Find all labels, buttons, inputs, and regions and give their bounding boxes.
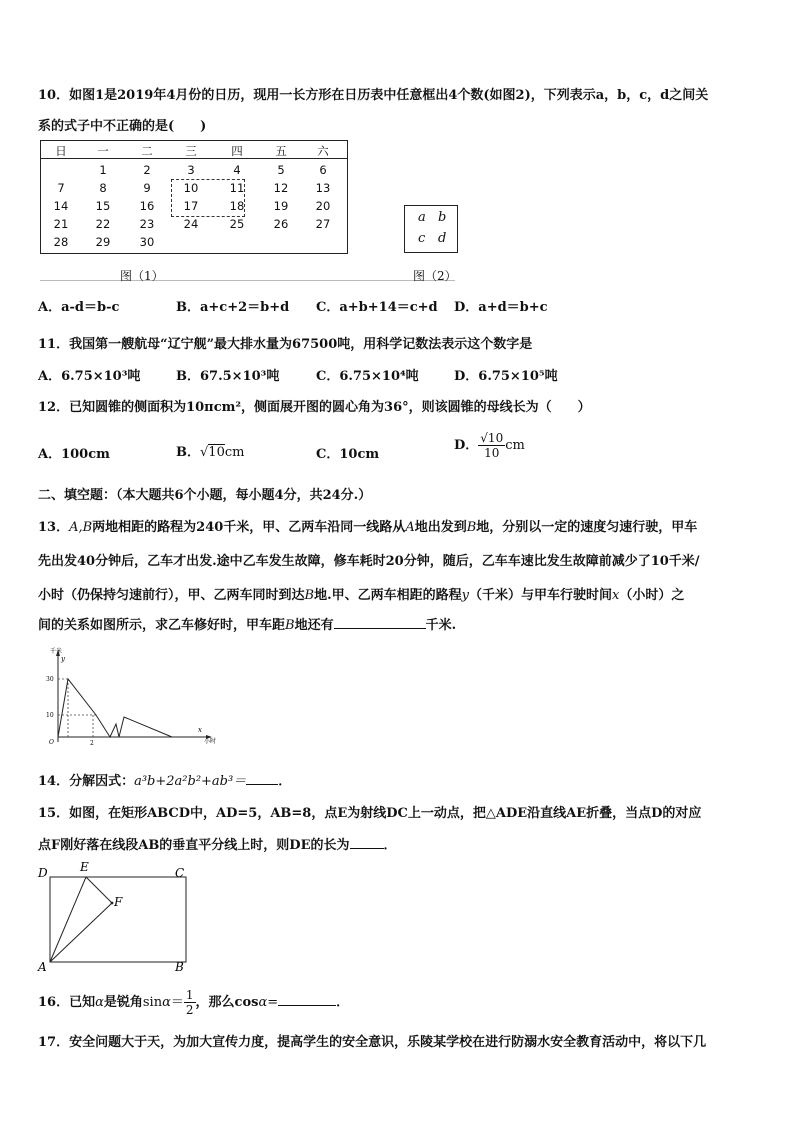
q13-l4c: 千米. xyxy=(425,618,457,633)
q16-eq: ＝ xyxy=(170,995,184,1010)
q13-l3a: 小时（仍保持匀速前行），甲、乙两车同时到达 xyxy=(38,588,305,603)
q15-line1: 15．如图，在矩形ABCD中，AD=5，AB=8，点E为射线DC上一动点，把△ADE沿直线AE折叠，当点D的对应 xyxy=(38,806,702,821)
q16-num: 1 xyxy=(185,988,194,1002)
q13-x-var: x xyxy=(198,726,202,734)
q13-y-unit: 千米 xyxy=(50,648,63,655)
q12-option-d-den: 10 xyxy=(484,446,500,460)
q14-post: ． xyxy=(278,774,292,789)
q15-label-d: D xyxy=(38,866,48,880)
q12-option-b-label: B． xyxy=(176,445,200,460)
calendar-day-cell: 24 xyxy=(183,217,199,231)
calendar-header-cell: 五 xyxy=(275,144,287,158)
q13-graph-line xyxy=(58,679,172,737)
q17-text: 17．安全问题大于天，为加大宣传力度，提高学生的安全意识，乐陵某学校在进行防溺水安全教育活动中，将以下几 xyxy=(38,1035,707,1050)
fig1-caption: 图（1） xyxy=(120,269,164,283)
calendar-day-cell: 4 xyxy=(233,163,241,177)
q16-mid1: 是锐角 xyxy=(103,995,143,1010)
calendar-day-cell: 2 xyxy=(143,163,151,177)
calendar-day-cell: 19 xyxy=(273,199,289,213)
q11-option-b: B．67.5×10³吨 xyxy=(176,369,280,384)
q16-den: 2 xyxy=(185,1003,194,1017)
fig-area-underline xyxy=(40,280,455,281)
sqrt-icon: √ xyxy=(200,445,209,460)
q10-line2: 系的式子中不正确的是( ) xyxy=(38,119,207,134)
q10-line1: 10．如图1是2019年4月份的日历，现用一长方形在日历表中任意框出4个数(如图2)，下列表示a，b，c，d之间关 xyxy=(38,88,709,103)
q12-option-a: A．100cm xyxy=(38,447,110,462)
q13-line2: 先出发40分钟后，乙车才出发.途中乙车发生故障，修车耗时20分钟，随后，乙车车速比发生故障前减少了10千米/ xyxy=(38,554,700,569)
fig2-box xyxy=(404,205,458,253)
q13-ab: A,B xyxy=(69,520,93,535)
q15-point-f xyxy=(111,902,114,905)
q15-rect-abcd xyxy=(50,877,186,962)
q10-option-b: B．a+c+2＝b+d xyxy=(176,300,290,315)
calendar-day-cell: 18 xyxy=(229,199,245,213)
calendar-header-cell: 一 xyxy=(97,144,109,158)
q12-option-d-label: D． xyxy=(454,438,479,453)
q14-line xyxy=(38,770,291,789)
q13-l1-A: A xyxy=(405,520,415,535)
q13-l4b: 地还有 xyxy=(294,618,334,633)
q13-origin: O xyxy=(49,739,54,746)
q13-l3b: 地.甲、乙两车相距的路程 xyxy=(314,588,462,603)
q15-label-b: B xyxy=(175,960,184,974)
q13-l3d: （小时）之 xyxy=(619,588,685,603)
calendar-day-cell: 11 xyxy=(229,181,245,195)
q13-y-var: y xyxy=(61,655,65,663)
q12-option-d-unit: cm xyxy=(505,438,525,453)
q14-answer-blank[interactable] xyxy=(246,774,278,785)
q16-sin: sin xyxy=(142,995,163,1010)
q10-option-d: D．a+d＝b+c xyxy=(454,300,548,315)
q15-answer-blank[interactable] xyxy=(350,838,384,849)
q14-pre: 14．分解因式： xyxy=(38,774,135,789)
calendar-day-cell: 22 xyxy=(95,217,111,231)
q11-option-d: D．6.75×10⁵吨 xyxy=(454,369,558,384)
q15-line-ef xyxy=(86,877,112,903)
calendar-day-cell: 13 xyxy=(315,181,331,195)
q12-option-d-num: √10 xyxy=(480,431,504,445)
q16-fraction xyxy=(184,988,196,1017)
q13-x-unit: 小时 xyxy=(204,738,217,745)
q13-l1-B: B xyxy=(466,520,477,535)
q15-label-a: A xyxy=(38,960,47,974)
q16-eq2: = xyxy=(267,995,279,1010)
fig2-caption: 图（2） xyxy=(413,269,457,283)
q15-line2 xyxy=(38,834,397,853)
calendar-day-cell: 5 xyxy=(277,163,285,177)
calendar-day-cell: 25 xyxy=(229,217,245,231)
calendar-day-cell: 23 xyxy=(139,217,155,231)
calendar-day-cell: 28 xyxy=(53,235,69,249)
q13-l4-B: B xyxy=(285,618,295,633)
calendar-day-cell: 26 xyxy=(273,217,289,231)
calendar-header-cell: 四 xyxy=(231,144,243,158)
section2-heading: 二、填空题：（本大题共6个小题，每小题4分，共24分.） xyxy=(38,488,372,503)
q11-option-c: C．6.75×10⁴吨 xyxy=(316,369,419,384)
q13-tick-10: 10 xyxy=(46,712,54,719)
q16-mid2: ，那么cos xyxy=(195,995,259,1010)
q13-line4 xyxy=(38,614,456,633)
q16-pre: 16．已知 xyxy=(38,995,96,1010)
q13-l3-y: y xyxy=(461,588,469,603)
calendar-day-cell: 30 xyxy=(139,235,155,249)
fig2-b: b xyxy=(438,210,447,225)
q16-line xyxy=(38,988,349,1017)
calendar-day-cell: 29 xyxy=(95,235,111,249)
q12-option-b-unit: cm xyxy=(224,445,245,460)
q13-l1b: 两地相距的路程为240千米，甲、乙两车沿同一线路从 xyxy=(92,520,406,535)
calendar-day-cell: 15 xyxy=(95,199,111,213)
calendar-header-cell: 二 xyxy=(141,144,153,158)
q15-l2a: 点F刚好落在线段AB的垂直平分线上时，则DE的长为 xyxy=(38,838,350,853)
calendar-header-cell: 日 xyxy=(55,144,67,158)
q12-option-b xyxy=(176,441,244,460)
calendar-day-cell: 6 xyxy=(319,163,327,177)
fig2-d: d xyxy=(438,231,447,246)
q15-label-f: F xyxy=(114,895,123,909)
calendar-day-cell: 17 xyxy=(183,199,199,213)
calendar-day-cell: 7 xyxy=(57,181,65,195)
calendar-day-cell: 9 xyxy=(143,181,151,195)
q16-alpha: α xyxy=(95,995,104,1010)
fig2-c: c xyxy=(418,231,426,246)
q15-label-e: E xyxy=(80,860,89,874)
q13-line1 xyxy=(38,516,697,535)
q13-l1d: 地，分别以一定的速度匀速行驶，甲车 xyxy=(476,520,698,535)
q13-l3c: （千米）与甲车行驶时间 xyxy=(468,588,612,603)
q11-text: 11．我国第一艘航母“辽宁舰”最大排水量为67500吨，用科学记数法表示这个数字是 xyxy=(38,337,533,352)
q13-number: 13． xyxy=(38,520,70,535)
calendar-day-cell: 1 xyxy=(99,163,107,177)
calendar-day-cell: 10 xyxy=(183,181,199,195)
q15-l2b: ． xyxy=(383,838,397,853)
q16-alpha-3: α xyxy=(258,995,268,1010)
calendar-header-cell: 三 xyxy=(185,144,197,158)
calendar-day-cell: 3 xyxy=(187,163,195,177)
q13-tick-30: 30 xyxy=(46,676,54,683)
calendar-day-cell: 27 xyxy=(315,217,331,231)
q13-tick-2: 2 xyxy=(90,740,94,747)
q12-option-c: C．10cm xyxy=(316,447,380,462)
calendar-day-cell: 21 xyxy=(53,217,69,231)
q13-l4a: 间的关系如图所示，求乙车修好时，甲车距 xyxy=(38,618,286,633)
q15-label-c: C xyxy=(175,866,185,880)
q10-option-c: C．a+b+14＝c+d xyxy=(316,300,438,315)
calendar-header-cell: 六 xyxy=(317,144,329,158)
q16-alpha-2: α xyxy=(162,995,171,1010)
q13-l3-B: B xyxy=(304,588,315,603)
q15-figure xyxy=(34,858,194,974)
q12-option-d xyxy=(454,431,525,460)
q13-line3 xyxy=(38,584,684,603)
calendar-day-cell: 12 xyxy=(273,181,289,195)
calendar-day-cell: 8 xyxy=(99,181,107,195)
q13-l1c: 地出发到 xyxy=(414,520,467,535)
calendar-day-cell: 16 xyxy=(139,199,155,213)
q13-answer-blank[interactable] xyxy=(334,618,426,629)
q12-option-d-fraction xyxy=(478,431,505,460)
q15-line-af xyxy=(50,903,112,962)
q13-l3-x: x xyxy=(611,588,620,603)
q13-graph xyxy=(36,644,226,750)
fig2-a: a xyxy=(418,210,426,225)
q16-answer-blank[interactable] xyxy=(278,995,336,1006)
q11-option-a: A．6.75×10³吨 xyxy=(38,369,141,384)
q12-option-b-radicand: 10 xyxy=(208,445,225,460)
calendar-day-cell: 20 xyxy=(315,199,331,213)
q10-option-a: A．a-d＝b-c xyxy=(38,300,120,315)
q12-text: 12．已知圆锥的侧面积为10πcm²，侧面展开图的圆心角为36°，则该圆锥的母线长为（ ） xyxy=(38,400,591,415)
calendar-selection-box xyxy=(171,179,245,217)
calendar-day-cell: 14 xyxy=(53,199,69,213)
q16-post: ． xyxy=(336,995,350,1010)
q15-line-ae xyxy=(50,877,86,962)
calendar-figure xyxy=(40,140,348,254)
q14-expr: a³b+2a²b²+ab³＝ xyxy=(134,774,247,789)
